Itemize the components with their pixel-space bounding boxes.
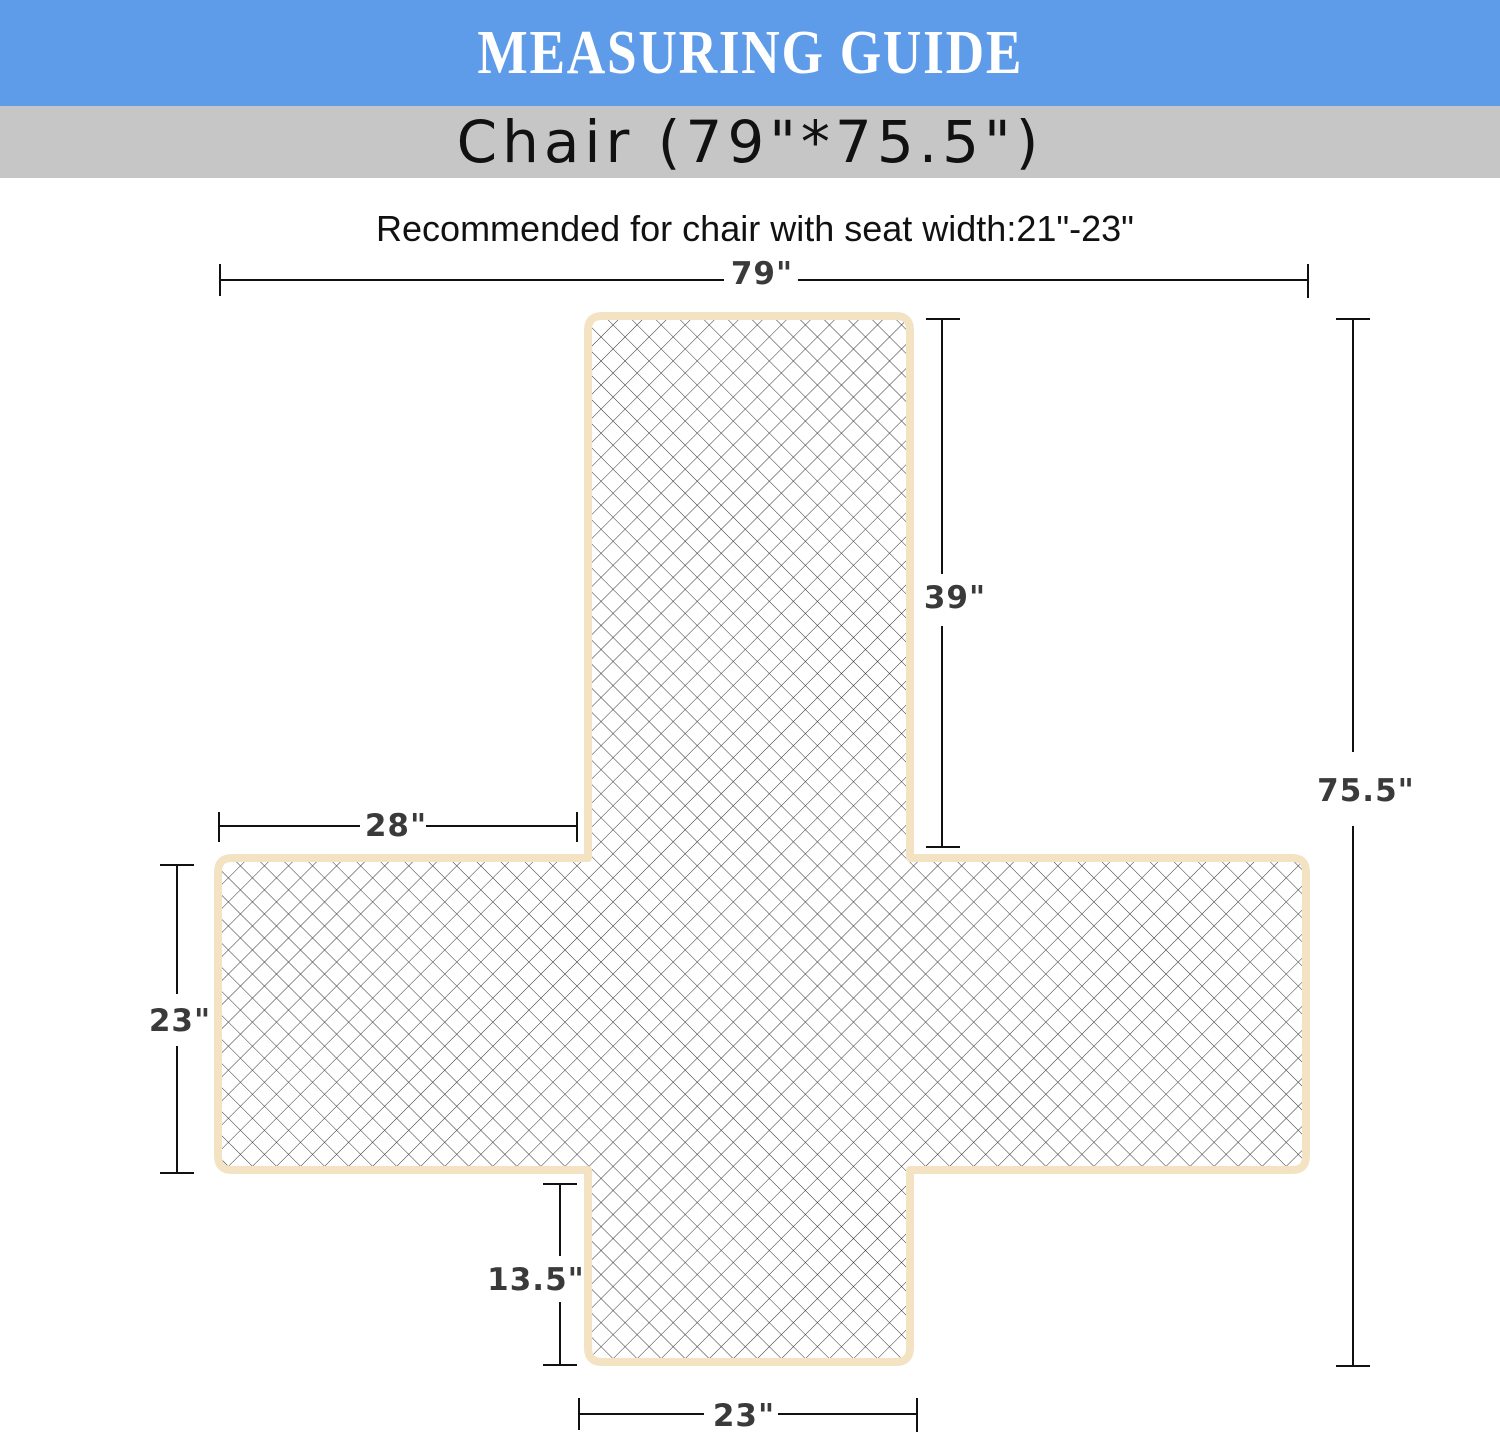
page-title: MEASURING GUIDE (477, 19, 1023, 87)
seat-front-width-label: 23" (712, 1398, 776, 1434)
back-height-label: 39" (923, 580, 987, 616)
recommendation-text: Recommended for chair with seat width:21"-23" (376, 208, 1134, 249)
arm-depth-label: 23" (148, 1003, 212, 1039)
total-height-label: 75.5" (1317, 773, 1415, 809)
total-height-dimension (1336, 319, 1370, 1366)
seat-front-height-label: 13.5" (487, 1262, 585, 1298)
product-size-title: Chair (79"*75.5") (456, 108, 1044, 176)
arm-length-label: 28" (364, 808, 428, 844)
total-width-label: 79" (730, 256, 794, 292)
